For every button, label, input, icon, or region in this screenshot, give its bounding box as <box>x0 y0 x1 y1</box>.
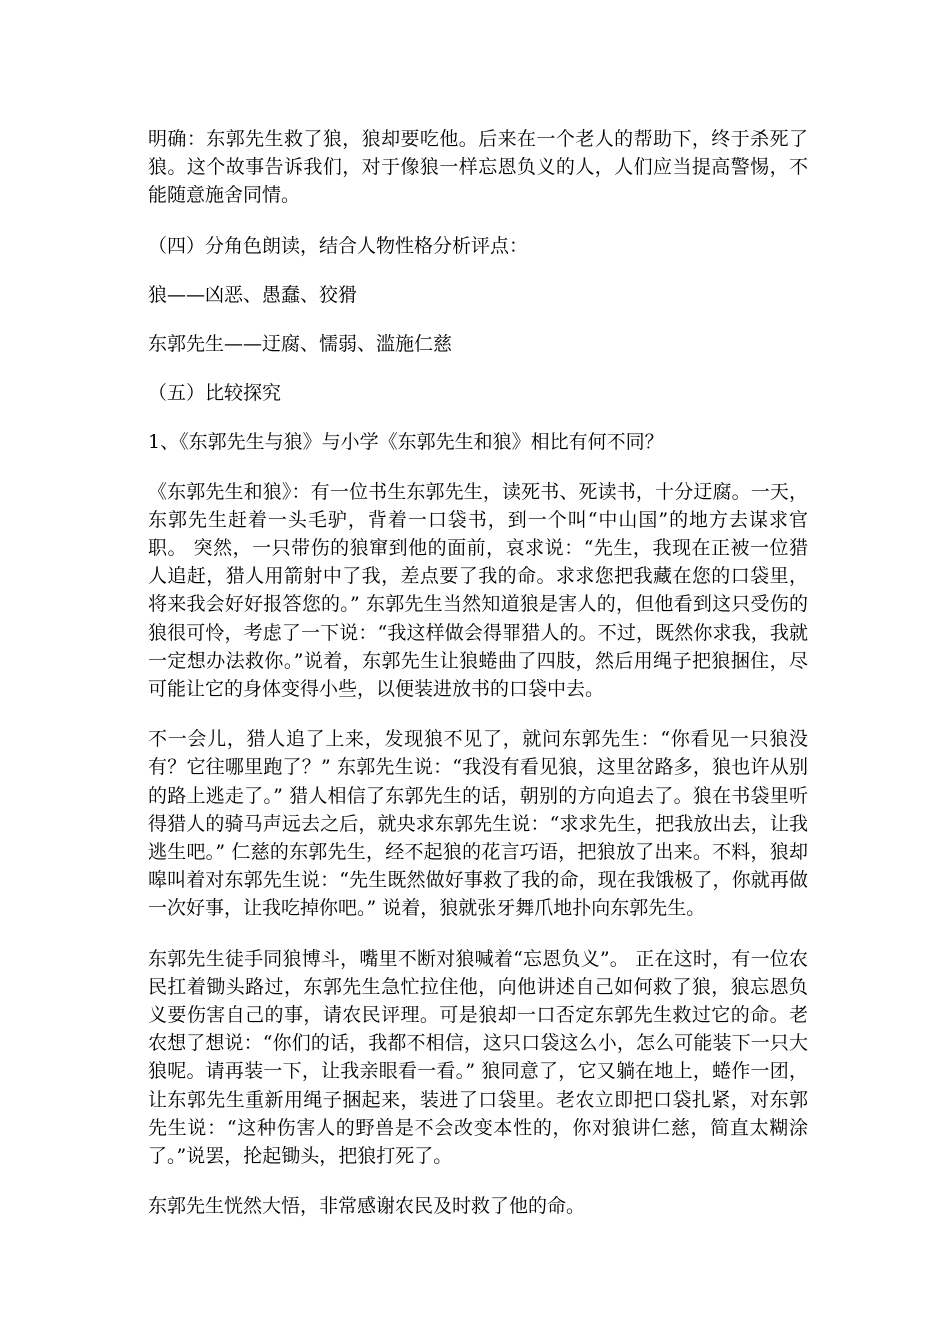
question-one: 1、《东郭先生与狼》与小学《东郭先生和狼》相比有何不同？ <box>148 431 664 454</box>
story-paragraph-2: 不一会儿，猎人追了上来，发现狼不见了，就问东郭先生：“你看见一只狼没有？它往哪里跑了？” 东郭先生说：“我没有看见狼，这里岔路多，狼也许从别的路上逃走了。” 猎人相信了东郭先生的话，朝别的方向追去了。狼在书袋里听得猎人的骑马声远去之后，就央求东郭先生说：“求求先生，把我放出去，让我逃生吧。” 仁慈的东郭先生，经不起狼的花言巧语，把狼放了出来。不料，狼却嗥叫着对东郭先生说：“先生既然做好事救了我的命，现在我饿极了，你就再做一次好事，让我吃掉你吧。” 说着，狼就张牙舞爪地扑向东郭先生。 <box>148 728 808 920</box>
story-paragraph-1: 《东郭先生和狼》：有一位书生东郭先生，读死书、死读书，十分迂腐。一天，东郭先生赶着一头毛驴，背着一口袋书，到一个叫“中山国”的地方去谋求官职。 突然，一只带伤的狼窜到他的面前，哀求说：“先生，我现在正被一位猎人追赶，猎人用箭射中了我，差点要了我的命。求求您把我藏在您的口袋里，将来我会好好报答您的。” 东郭先生当然知道狼是害人的，但他看到这只受伤的狼很可怜，考虑了一下说：“我这样做会得罪猎人的。不过，既然你求我，我就一定想办法救你。”说着，东郭先生让狼蜷曲了四肢，然后用绳子把狼捆住，尽可能让它的身体变得小些，以便装进放书的口袋中去。 <box>148 480 808 701</box>
story-paragraph-4: 东郭先生恍然大悟，非常感谢农民及时救了他的命。 <box>148 1195 586 1218</box>
story-paragraph-3: 东郭先生徒手同狼博斗，嘴里不断对狼喊着“忘恩负义”。 正在这时，有一位农民扛着锄头路过，东郭先生急忙拉住他，向他讲述自己如何救了狼，狼忘恩负义要伤害自己的事，请农民评理。可是狼却一口否定东郭先生救过它的命。老农想了想说：“你们的话，我都不相信，这只口袋这么小，怎么可能装下一只大狼呢。请再装一下，让我亲眼看一看。” 狼同意了，它又躺在地上，蜷作一团，让东郭先生重新用绳子捆起来，装进了口袋里。老农立即把口袋扎紧，对东郭先生说：“这种伤害人的野兽是不会改变本性的，你对狼讲仁慈，简直太糊涂了。”说罢，抡起锄头，把狼打死了。 <box>148 947 808 1168</box>
document-page <box>148 125 808 1243</box>
character-dongguo: 东郭先生——迂腐、懦弱、滥施仁慈 <box>148 333 453 356</box>
paragraph-conclusion: 明确：东郭先生救了狼，狼却要吃他。后来在一个老人的帮助下，终于杀死了狼。这个故事告诉我们，对于像狼一样忘恩负义的人，人们应当提高警惕，不能随意施舍同情。 <box>148 128 808 207</box>
section-heading-five: （五）比较探究 <box>148 382 282 405</box>
character-wolf: 狼——凶恶、愚蠢、狡猾 <box>148 283 358 306</box>
section-heading-four: （四）分角色朗读，结合人物性格分析评点： <box>148 234 529 257</box>
